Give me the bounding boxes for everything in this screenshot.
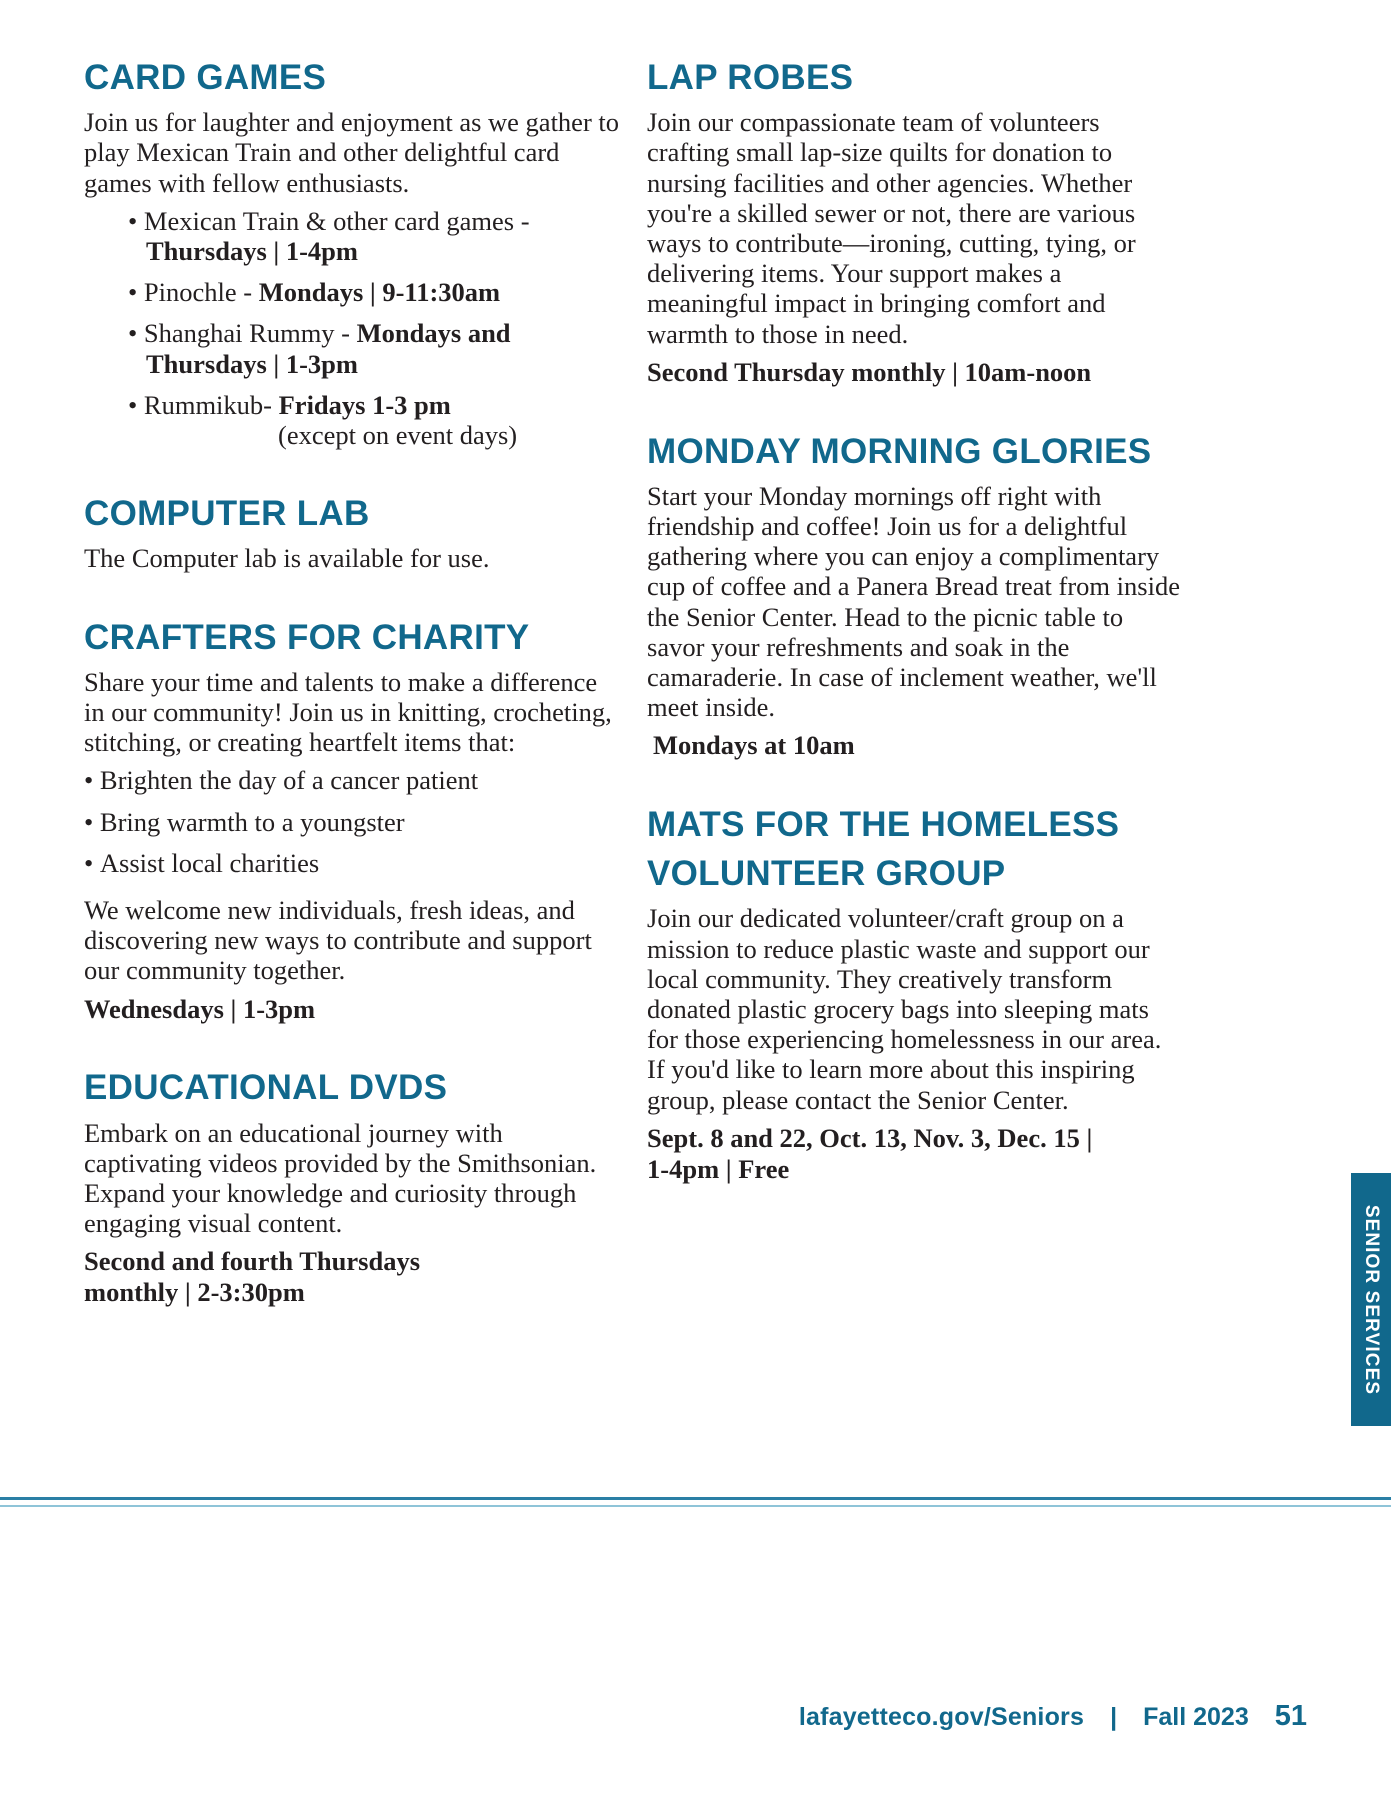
computer-lab-title: COMPUTER LAB [84, 494, 370, 534]
lap-robes-body: Join our compassionate team of volunteers crafting small lap-size quilts for donation to nursing facilities and other agencies. Whether you're a skilled sewer or not, there are various ways to contribute—ironing, cutting, tying, or delivering items. Your support makes a meaningful impact in bringing comfort and warmth to those in need. [647, 107, 1136, 349]
section-mats-for-the-homeless [647, 805, 1182, 1184]
list-item [106, 206, 619, 266]
bullet-glyph: • [84, 847, 100, 878]
mats-title-line1: MATS FOR THE HOMELESS [647, 805, 1120, 845]
footer-rule-secondary [0, 1505, 1391, 1507]
list-item [84, 765, 619, 795]
bullet-glyph: • [84, 806, 100, 837]
bullet-glyph: • [128, 205, 144, 236]
bullet-glyph: • [84, 765, 100, 796]
list-item-text: Bring warmth to a youngster [99, 806, 405, 837]
list-item-text: Mexican Train & other card games - [143, 205, 530, 236]
lap-robes-schedule: Second Thursday monthly | 10am-noon [647, 356, 1092, 387]
mats-schedule-line2: 1-4pm | Free [647, 1153, 790, 1184]
card-games-intro: Join us for laughter and enjoyment as we gather to play Mexican Train and other delightful card games with fellow enthusiasts. [84, 107, 620, 198]
bullet-glyph: • [128, 389, 144, 420]
card-games-list [84, 206, 619, 450]
footer-issue: Fall 2023 [1143, 1703, 1249, 1731]
list-item [106, 390, 619, 450]
educational-dvds-schedule-line1: Second and fourth Thursdays [84, 1246, 421, 1277]
right-column [647, 58, 1182, 1352]
bullet-glyph: • [128, 318, 144, 349]
computer-lab-body: The Computer lab is available for use. [84, 543, 490, 574]
list-item-text: Shanghai Rummy - [143, 318, 357, 349]
footer-separator: | [1110, 1703, 1118, 1731]
list-item-schedule: Mondays and Thursdays | 1-3pm [146, 318, 511, 379]
crafters-schedule: Wednesdays | 1-3pm [84, 993, 316, 1024]
mats-title-line2: VOLUNTEER GROUP [647, 854, 1006, 894]
list-item [84, 848, 619, 878]
section-educational-dvds [84, 1068, 619, 1307]
two-column-layout [0, 58, 1391, 1352]
list-item-schedule: Fridays 1-3 pm [278, 389, 451, 420]
left-column [84, 58, 619, 1352]
section-computer-lab [84, 494, 619, 573]
lap-robes-title: LAP ROBES [647, 58, 854, 97]
footer-rule-primary [0, 1497, 1391, 1500]
monday-morning-glories-body: Start your Monday mornings off right with friendship and coffee! Join us for a delightful gathering where you can enjoy a complimentary cup of coffee and a Panera Bread treat from inside the Senior Center. Head to the picnic table to savor your refreshments and soak in the camaraderie. In case of inclement weather, we'll meet inside. [647, 480, 1180, 723]
educational-dvds-schedule-line2: monthly | 2-3:30pm [84, 1277, 305, 1308]
senior-services-side-tab [1351, 1173, 1391, 1426]
educational-dvds-title: EDUCATIONAL DVDS [84, 1068, 448, 1108]
section-lap-robes [647, 58, 1182, 388]
footer-website[interactable]: lafayetteco.gov/Seniors [798, 1703, 1085, 1731]
list-item-text: Rummikub- [143, 389, 279, 420]
mats-body: Join our dedicated volunteer/craft group on a mission to reduce plastic waste and support our local community. They creatively transform donated plastic grocery bags into sleeping mats for those experiencing homelessness in our area. If you'd like to learn more about this inspiring group, please contact the Senior Center. [647, 903, 1162, 1115]
monday-morning-glories-title: MONDAY MORNING GLORIES [647, 431, 1152, 471]
list-item-text: Pinochle - [143, 277, 259, 308]
monday-morning-glories-schedule: Mondays at 10am [653, 730, 855, 761]
list-item-text: Brighten the day of a cancer patient [99, 765, 479, 796]
bullet-glyph: • [128, 277, 144, 308]
section-crafters-for-charity [84, 618, 619, 1025]
list-item-schedule: Mondays | 9-11:30am [258, 277, 501, 308]
crafters-title: CRAFTERS FOR CHARITY [84, 617, 530, 657]
mats-schedule-line1: Sept. 8 and 22, Oct. 13, Nov. 3, Dec. 15 | [647, 1122, 1093, 1153]
section-monday-morning-glories [647, 432, 1182, 762]
crafters-outro: We welcome new individuals, fresh ideas, and discovering new ways to contribute and support our community together. [84, 895, 592, 986]
list-item-schedule: Thursdays | 1-4pm [146, 236, 358, 266]
list-item-text: Assist local charities [99, 847, 320, 878]
list-item-note: (except on event days) [278, 420, 518, 451]
list-item [106, 318, 619, 378]
page-footer [799, 1700, 1307, 1733]
section-card-games [84, 58, 619, 450]
educational-dvds-body: Embark on an educational journey with captivating videos provided by the Smithsonian. Expand your knowledge and curiosity through engaging visual content. [84, 1117, 597, 1239]
card-games-title: CARD GAMES [84, 58, 327, 97]
side-tab-label: SENIOR SERVICES [1361, 1204, 1382, 1395]
crafters-list [84, 765, 619, 878]
page-number: 51 [1274, 1700, 1307, 1732]
list-item [84, 807, 619, 837]
crafters-intro: Share your time and talents to make a difference in our community! Join us in knitting, crocheting, stitching, or creating heartfelt items that: [84, 666, 612, 758]
list-item [106, 277, 619, 307]
